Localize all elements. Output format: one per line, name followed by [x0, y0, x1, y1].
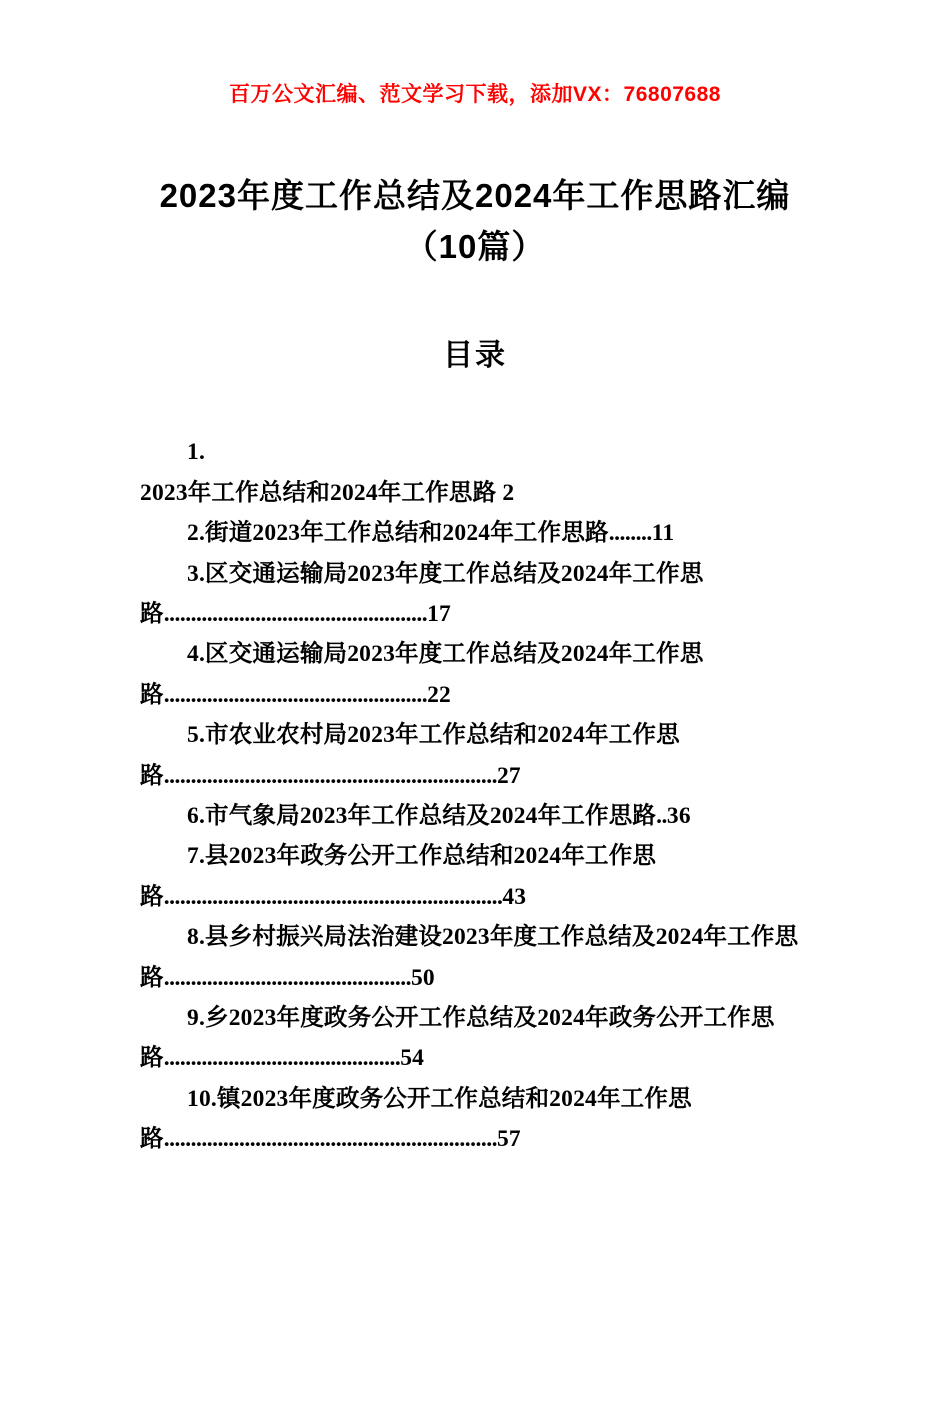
toc-item[interactable]: [140, 554, 810, 635]
toc-item-title: 区交通运输局2023年度工作总结及2024年工作思路: [140, 641, 704, 708]
toc-item-number: 3.: [187, 560, 206, 587]
toc-item[interactable]: [140, 836, 810, 917]
toc-item-page: 11: [651, 520, 675, 547]
document-page: [0, 78, 950, 1422]
toc-item-number: 9.: [187, 1004, 206, 1031]
toc-item-number: 6.: [187, 802, 206, 829]
table-of-contents: [0, 432, 950, 1159]
toc-item-number: 4.: [187, 641, 206, 668]
toc-heading: 目录: [443, 339, 507, 373]
toc-item[interactable]: [140, 917, 810, 998]
toc-item[interactable]: [140, 796, 810, 836]
toc-item-title: 镇2023年度政务公开工作总结和2024年工作思路: [140, 1085, 692, 1153]
toc-item[interactable]: [140, 1079, 810, 1160]
toc-item[interactable]: [140, 513, 810, 553]
page-title-line-1: 2023年度工作总结及2024年工作思路汇编: [159, 177, 791, 214]
toc-item-page: 2: [502, 479, 515, 506]
toc-item-leader: ............................................: [163, 1045, 401, 1072]
toc-item-page: 43: [502, 883, 527, 910]
toc-item-title: 街道2023年工作总结和2024年工作思路: [205, 520, 609, 547]
toc-item-leader: ..............................................................: [163, 762, 497, 789]
toc-item-leader: .................................................: [163, 681, 428, 708]
toc-item-number: 7.: [187, 843, 206, 870]
toc-item-title: 市气象局2023年工作总结及2024年工作思路: [205, 802, 657, 829]
page-title-line-2: （10篇）: [404, 228, 546, 266]
toc-item-page: 50: [410, 964, 435, 991]
toc-item-title: 县乡村振兴局法治建设2023年度工作总结及2024年工作思路: [140, 924, 799, 991]
page-title: [0, 170, 950, 272]
toc-item-title: 区交通运输局2023年度工作总结及2024年工作思路: [140, 560, 704, 627]
toc-item-title: 2023年工作总结和2024年工作思路: [140, 479, 497, 506]
toc-item-leader: ..............................................................: [163, 1126, 497, 1153]
watermark-text: 百万公文汇编、范文学习下载，添加VX：76807688: [229, 83, 721, 106]
toc-item-title: 乡2023年度政务公开工作总结及2024年政务公开工作思路: [140, 1004, 775, 1072]
toc-item-page: 17: [427, 600, 451, 627]
toc-item-number: 10.: [187, 1085, 217, 1112]
toc-item[interactable]: [140, 715, 810, 796]
toc-item-leader: .................................................: [163, 600, 428, 627]
toc-item-leader: ...............................................................: [163, 883, 503, 910]
toc-item-page: 22: [427, 681, 451, 708]
toc-item[interactable]: [140, 432, 810, 513]
toc-item-title: 市农业农村局2023年工作总结和2024年工作思路: [140, 722, 680, 789]
toc-item-page: 27: [496, 762, 521, 789]
toc-item-page: 54: [400, 1045, 425, 1072]
toc-item[interactable]: [140, 634, 810, 715]
toc-item-number: 8.: [187, 924, 206, 951]
toc-item-number: 2.: [187, 520, 206, 547]
toc-item-leader: ..: [656, 802, 667, 829]
toc-item-number: 5.: [187, 722, 206, 749]
toc-item-page: 57: [496, 1126, 521, 1153]
toc-item-leader: ..............................................: [163, 964, 411, 991]
toc-item-page: 36: [666, 802, 691, 829]
toc-item-number: 1.: [187, 439, 206, 466]
toc-item-title: 县2023年政务公开工作总结和2024年工作思路: [140, 843, 657, 910]
toc-item-leader: ........: [608, 520, 652, 547]
toc-item[interactable]: [140, 998, 810, 1079]
